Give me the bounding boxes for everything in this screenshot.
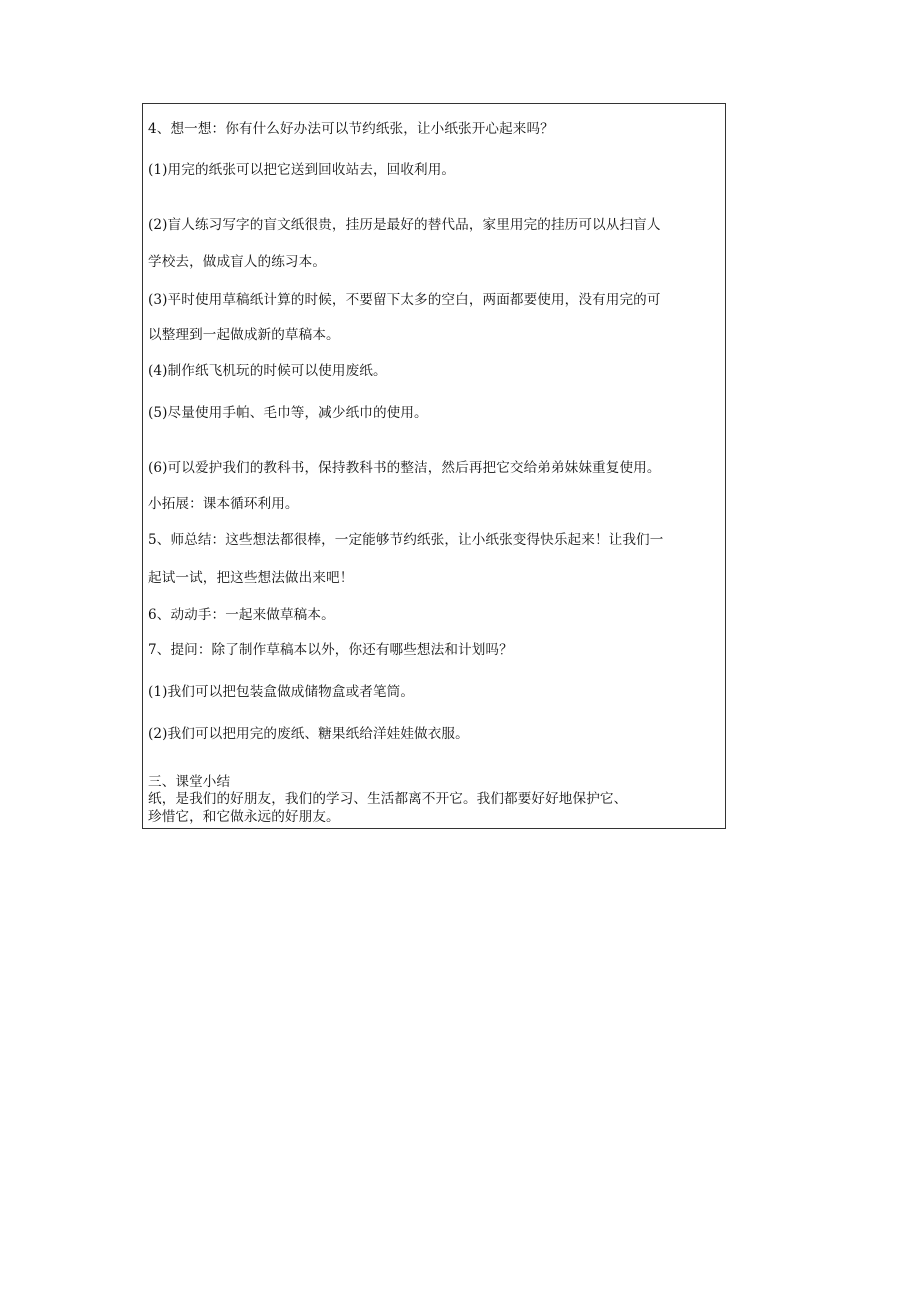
idea-2-line-2: 学校去，做成盲人的练习本。 (148, 254, 327, 270)
step-6-activity: 6、动动手：一起来做草稿本。 (148, 607, 335, 623)
mini-extension: 小拓展：课本循环利用。 (148, 496, 299, 512)
idea-4: (4)制作纸飞机玩的时候可以使用废纸。 (148, 363, 387, 379)
plan-2: (2)我们可以把用完的废纸、糖果纸给洋娃娃做衣服。 (148, 726, 469, 742)
idea-1: (1)用完的纸张可以把它送到回收站去，回收利用。 (148, 162, 456, 178)
section-3-heading: 三、课堂小结 (148, 774, 231, 790)
idea-3-line-2: 以整理到一起做成新的草稿本。 (148, 327, 340, 343)
step-5-summary-line-1: 5、师总结：这些想法都很棒，一定能够节约纸张，让小纸张变得快乐起来！让我们一 (148, 532, 664, 548)
step-5-summary-line-2: 起试一试，把这些想法做出来吧！ (148, 570, 354, 586)
idea-5: (5)尽量使用手帕、毛巾等，减少纸巾的使用。 (148, 405, 428, 421)
idea-6: (6)可以爱护我们的教科书，保持教科书的整洁，然后再把它交给弟弟妹妹重复使用。 (148, 460, 661, 476)
idea-2-line-1: (2)盲人练习写字的盲文纸很贵，挂历是最好的替代品，家里用完的挂历可以从扫盲人 (148, 217, 661, 233)
summary-line-2: 珍惜它，和它做永远的好朋友。 (148, 809, 340, 825)
lesson-table-cell (142, 103, 726, 829)
step-7-question: 7、提问：除了制作草稿本以外，你还有哪些想法和计划吗？ (148, 642, 513, 658)
step-4-question: 4、想一想：你有什么好办法可以节约纸张，让小纸张开心起来吗？ (148, 121, 554, 137)
idea-3-line-1: (3)平时使用草稿纸计算的时候，不要留下太多的空白，两面都要使用，没有用完的可 (148, 292, 661, 308)
summary-line-1: 纸，是我们的好朋友，我们的学习、生活都离不开它。我们都要好好地保护它、 (148, 791, 628, 807)
plan-1: (1)我们可以把包装盒做成储物盒或者笔筒。 (148, 684, 415, 700)
